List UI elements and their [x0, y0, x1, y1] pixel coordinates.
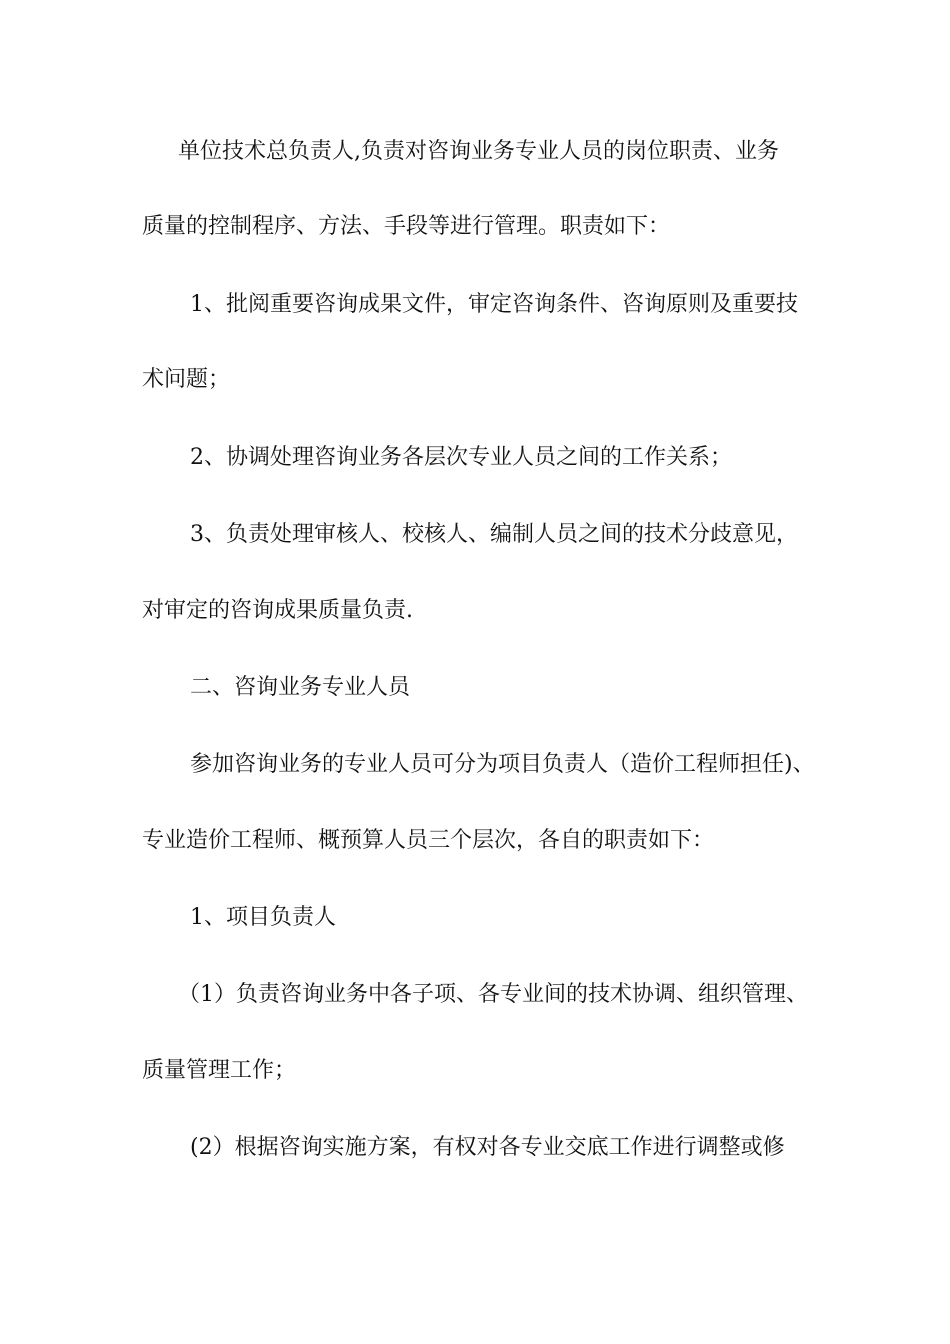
paragraph-line: （1）负责咨询业务中各子项、各专业间的技术协调、组织管理、 — [178, 982, 808, 1007]
paragraph-line: 术问题； — [142, 367, 231, 392]
paragraph-line: 2、协调处理咨询业务各层次专业人员之间的工作关系； — [190, 445, 732, 470]
section-heading: 二、咨询业务专业人员 — [190, 675, 411, 700]
paragraph-line: (2）根据咨询实施方案，有权对各专业交底工作进行调整或修 — [190, 1135, 785, 1160]
paragraph-line: 单位技术总负责人,负责对咨询业务专业人员的岗位职责、业务 — [178, 139, 779, 164]
paragraph-line: 质量的控制程序、方法、手段等进行管理。职责如下： — [142, 214, 671, 239]
paragraph-line: 参加咨询业务的专业人员可分为项目负责人（造价工程师担任)、 — [190, 752, 815, 777]
paragraph-line: 质量管理工作； — [142, 1058, 297, 1083]
paragraph-line: 对审定的咨询成果质量负责. — [142, 598, 413, 623]
paragraph-line: 3、负责处理审核人、校核人、编制人员之间的技术分歧意见， — [190, 522, 798, 547]
paragraph-line: 专业造价工程师、概预算人员三个层次，各自的职责如下： — [142, 828, 715, 853]
paragraph-line: 1、批阅重要咨询成果文件，审定咨询条件、咨询原则及重要技 — [190, 292, 798, 317]
subsection-heading: 1、项目负责人 — [190, 905, 336, 930]
